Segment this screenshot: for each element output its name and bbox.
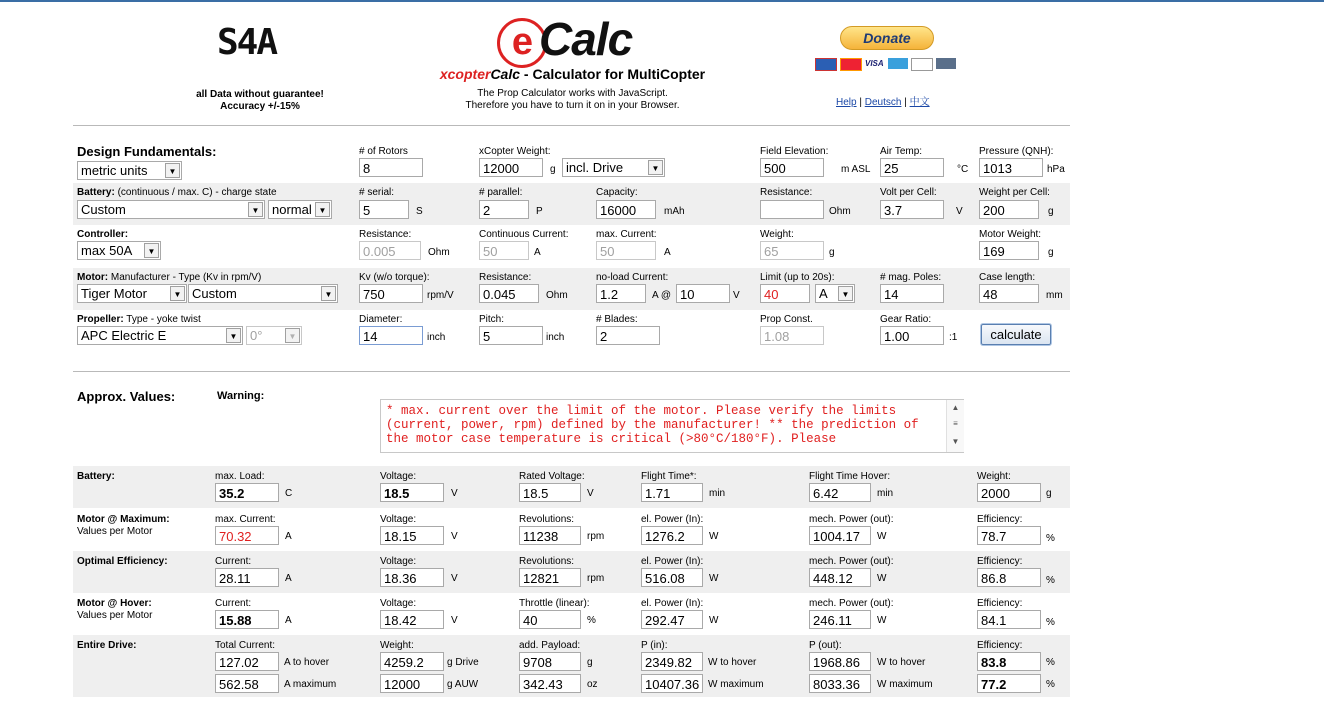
no-load-current-label: no-load Current: [596,272,669,283]
design-title: Design Fundamentals: [77,144,217,159]
yoke-twist-select[interactable] [246,326,302,345]
chevron-down-icon: ▼ [144,243,159,258]
volt-per-cell-input[interactable]: 3.7 [880,200,944,219]
motor-max-mech-power-value: 1004.17 [809,526,871,545]
max-load-label: max. Load: [215,471,265,482]
s4a-logo: S4A [217,22,277,63]
optimal-revolutions-unit: rpm [587,573,605,584]
p-in-hover-value: 2349.82 [641,652,703,671]
controller-weight-label: Weight: [760,229,794,240]
amex-icon [888,58,908,69]
optimal-revolutions-value: 12821 [519,568,581,587]
chevron-down-icon: ▼ [285,328,300,343]
hover-voltage-label: Voltage: [380,598,417,609]
optimal-mech-power-unit: W [877,573,887,584]
mag-poles-input[interactable]: 14 [880,284,944,303]
optimal-el-power-label: el. Power (In): [641,556,704,567]
battery-weight-unit: g [1046,488,1052,499]
rated-voltage-value: 18.5 [519,483,581,502]
battery-voltage-unit: V [451,488,458,499]
weight-unit: g [550,164,556,175]
no-load-voltage-input[interactable]: 10 [676,284,730,303]
warning-textarea[interactable] [380,399,964,453]
case-length-label: Case length: [979,272,1036,283]
pressure-unit: hPa [1047,164,1065,175]
ecalc-logo [497,12,632,68]
charge-state-value: normal [272,202,312,217]
battery-voltage-label: Voltage: [380,471,417,482]
weight-per-cell-label: Weight per Cell: [979,187,1050,198]
kv-input[interactable]: 750 [359,284,423,303]
kv-label: Kv (w/o torque): [359,272,430,283]
result-hover-row [73,593,1070,635]
window-top-border [0,0,1324,2]
visa-icon: VISA [865,59,884,68]
p-in-max-unit: W maximum [708,679,764,690]
p-out-max-unit: W maximum [877,679,933,690]
elevation-input[interactable]: 500 [760,158,824,177]
motor-weight-unit: g [1048,247,1054,258]
optimal-mech-power-label: mech. Power (out): [809,556,894,567]
payload-oz-value: 342.43 [519,674,581,693]
motor-resistance-input[interactable]: 0.045 [479,284,539,303]
controller-select[interactable] [77,241,161,260]
bank-icon [936,58,956,69]
drive-weight-value: 4259.2 [380,652,444,671]
optimal-current-unit: A [285,573,292,584]
optimal-voltage-value: 18.36 [380,568,444,587]
throttle-value: 40 [519,610,581,629]
result-drive-row [73,635,1070,697]
motor-max-label: Motor @ Maximum: [77,514,170,525]
units-select[interactable] [77,161,182,180]
propeller-type-select[interactable] [77,326,243,345]
motor-max-efficiency-label: Efficiency: [977,514,1023,525]
flight-time-hover-value: 6.42 [809,483,871,502]
drive-weight-unit: g Drive [447,657,479,668]
maestro-card-icon [815,58,837,71]
serial-input[interactable]: 5 [359,200,409,219]
volt-per-cell-unit: V [956,206,963,217]
payload-g-unit: g [587,657,593,668]
controller-resistance-label: Resistance: [359,229,412,240]
hover-current-label: Current: [215,598,252,609]
pitch-input[interactable]: 5 [479,326,543,345]
pressure-input[interactable]: 1013 [979,158,1043,177]
scroll-thumb-icon[interactable]: ≡ [953,419,958,428]
no-load-current-input[interactable]: 1.2 [596,284,646,303]
flight-time-value: 1.71 [641,483,703,502]
payload-g-value: 9708 [519,652,581,671]
ecalc-logo-text: Calc [539,13,633,65]
hover-efficiency-value: 84.1 [977,610,1041,629]
battery-weight-label: Weight: [977,471,1011,482]
parallel-unit: P [536,206,543,217]
max-load-value: 35.2 [215,483,279,502]
hover-current-unit: A [285,615,292,626]
gear-ratio-label: Gear Ratio: [880,314,932,325]
controller-row [73,225,1070,267]
optimal-voltage-unit: V [451,573,458,584]
motor-max-sublabel: Values per Motor [77,526,153,537]
motor-type-select[interactable] [188,284,338,303]
drive-label: Entire Drive: [77,640,137,651]
hover-voltage-unit: V [451,615,458,626]
header-links [836,93,930,108]
flight-time-hover-unit: min [877,488,894,499]
blades-input[interactable]: 2 [596,326,660,345]
payload-label: add. Payload: [519,640,581,651]
limit-unit-value: A [819,286,828,301]
motor-manufacturer-select[interactable] [77,284,187,303]
weight-per-cell-input[interactable]: 200 [979,200,1039,219]
total-current-hover-unit: A to hover [284,657,330,668]
battery-weight-value: 2000 [977,483,1041,502]
drive-efficiency-hover-unit: % [1046,657,1055,668]
approx-values-title: Approx. Values: [77,389,176,404]
motor-row [73,268,1070,310]
chevron-down-icon: ▼ [315,202,330,217]
motor-max-efficiency-value: 78.7 [977,526,1041,545]
gear-ratio-unit: :1 [949,332,958,343]
continuous-current-input[interactable]: 50 [479,241,529,260]
battery-type-select[interactable] [77,200,265,219]
motor-weight-input[interactable]: 169 [979,241,1039,260]
optimal-efficiency-label: Efficiency: [977,556,1023,567]
total-current-max-value: 562.58 [215,674,279,693]
battery-resistance-label: Resistance: [760,187,813,198]
battery-type-value: Custom [81,202,126,217]
p-in-hover-unit: W to hover [708,657,757,668]
hover-el-power-label: el. Power (In): [641,598,704,609]
limit-input[interactable]: 40 [760,284,810,303]
diameter-unit: inch [427,332,446,343]
weight-label: xCopter Weight: [479,146,551,157]
propeller-label [77,314,201,325]
total-current-max-unit: A maximum [284,679,337,690]
chevron-down-icon: ▼ [248,202,263,217]
hover-el-power-unit: W [709,615,719,626]
motor-max-el-power-value: 1276.2 [641,526,703,545]
title-xcopter: xcopter [439,66,491,82]
divider [73,125,1070,126]
weight-mode-select[interactable] [562,158,665,177]
controller-max-current-unit: A [664,247,671,258]
motor-max-voltage-unit: V [451,531,458,542]
limit-label: Limit (up to 20s): [760,272,835,283]
max-load-unit: C [285,488,293,499]
drive-efficiency-hover-value: 83.8 [977,652,1041,671]
js-note-line-1: The Prop Calculator works with JavaScript. [477,88,668,99]
motor-manufacturer-value: Tiger Motor [81,286,147,301]
diameter-input[interactable]: 14 [359,326,423,345]
optimal-current-label: Current: [215,556,252,567]
serial-unit: S [416,206,423,217]
payload-oz-unit: oz [587,679,598,690]
motor-weight-label: Motor Weight: [979,229,1042,240]
case-length-input[interactable]: 48 [979,284,1039,303]
charge-state-select[interactable] [268,200,332,219]
battery-label-rest: (continuous / max. C) - charge state [114,187,277,198]
controller-weight-input[interactable]: 65 [760,241,824,260]
calculate-button[interactable]: calculate [981,324,1051,345]
result-motor-max-row [73,509,1070,551]
scroll-up-icon[interactable]: ▲ [951,403,960,412]
optimal-revolutions-label: Revolutions: [519,556,575,567]
elevation-label: Field Elevation: [760,146,829,157]
optimal-voltage-label: Voltage: [380,556,417,567]
motor-max-voltage-value: 18.15 [380,526,444,545]
units-value: metric units [81,163,148,178]
parallel-input[interactable]: 2 [479,200,529,219]
prop-const-label: Prop Const. [760,314,813,325]
page-title [400,66,745,82]
rated-voltage-unit: V [587,488,594,499]
motor-max-revolutions-value: 11238 [519,526,581,545]
temp-label: Air Temp: [880,146,923,157]
design-row [73,140,1070,182]
optimal-efficiency-unit: % [1046,575,1055,586]
scroll-down-icon[interactable]: ▼ [951,437,960,446]
motor-type-value: Custom [192,286,237,301]
limit-unit-select[interactable] [815,284,855,303]
p-in-max-value: 10407.36 [641,674,703,693]
flight-time-label: Flight Time*: [641,471,697,482]
warning-scrollbar[interactable] [946,400,964,452]
motor-max-el-power-unit: W [709,531,719,542]
optimal-current-value: 28.11 [215,568,279,587]
controller-max-current-label: max. Current: [596,229,657,240]
motor-max-revolutions-label: Revolutions: [519,514,575,525]
elevation-unit: m ASL [841,164,871,175]
total-current-label: Total Current: [215,640,276,651]
optimal-label: Optimal Efficiency: [77,556,168,567]
weight-mode-value: incl. Drive [566,160,624,175]
optimal-efficiency-value: 86.8 [977,568,1041,587]
link-separator: | [859,97,862,108]
flight-time-hover-label: Flight Time Hover: [809,471,891,482]
parallel-label: # parallel: [479,187,523,198]
chevron-down-icon: ▼ [648,160,663,175]
propeller-type-value: APC Electric E [81,328,167,343]
controller-resistance-unit: Ohm [428,247,450,258]
chevron-down-icon: ▼ [170,286,185,301]
controller-label: Controller: [77,229,129,240]
total-current-hover-value: 127.02 [215,652,279,671]
hover-efficiency-label: Efficiency: [977,598,1023,609]
discover-icon [911,58,933,71]
optimal-mech-power-value: 448.12 [809,568,871,587]
mag-poles-label: # mag. Poles: [880,272,942,283]
temp-input[interactable]: 25 [880,158,944,177]
prop-const-input[interactable]: 1.08 [760,326,824,345]
battery-voltage-value: 18.5 [380,483,444,502]
temp-unit: °C [957,164,969,175]
title-rest: - Calculator for MultiCopter [520,66,706,82]
motor-label [77,272,261,283]
max-current-unit: A [285,531,292,542]
throttle-unit: % [587,615,596,626]
capacity-input[interactable]: 16000 [596,200,656,219]
link-separator: | [904,97,907,108]
disclaimer-line-2: Accuracy +/-15% [220,101,300,112]
controller-weight-unit: g [829,247,835,258]
controller-resistance-input[interactable]: 0.005 [359,241,421,260]
chinese-link[interactable]: 中文 [909,97,930,108]
motor-max-efficiency-unit: % [1046,533,1055,544]
hover-mech-power-label: mech. Power (out): [809,598,894,609]
battery-row [73,183,1070,225]
kv-unit: rpm/V [427,290,454,301]
continuous-current-label: Continuous Current: [479,229,569,240]
hover-sublabel: Values per Motor [77,610,153,621]
disclaimer [175,89,345,113]
max-current-value: 70.32 [215,526,279,545]
continuous-current-unit: A [534,247,541,258]
weight-input[interactable]: 12000 [479,158,543,177]
auw-weight-unit: g AUW [447,679,479,690]
help-link[interactable]: Help [836,97,857,108]
hover-efficiency-unit: % [1046,617,1055,628]
js-note-line-2: Therefore you have to turn it on in your Browser. [465,100,680,111]
motor-label-rest: Manufacturer - Type (Kv in rpm/V) [108,272,262,283]
chevron-down-icon: ▼ [226,328,241,343]
result-battery-row [73,466,1070,508]
hover-el-power-value: 292.47 [641,610,703,629]
motor-label-bold: Motor: [77,272,109,283]
drive-weight-label: Weight: [380,640,414,651]
weight-per-cell-unit: g [1048,206,1054,217]
capacity-label: Capacity: [596,187,638,198]
propeller-row [73,311,1070,353]
pitch-unit: inch [546,332,565,343]
mastercard-icon [840,58,862,71]
battery-resistance-input[interactable] [760,200,824,219]
throttle-label: Throttle (linear): [519,598,590,609]
ecalc-logo-e: e [497,18,547,68]
result-optimal-row [73,551,1070,593]
drive-efficiency-max-value: 77.2 [977,674,1041,693]
motor-resistance-unit: Ohm [546,290,568,301]
p-in-label: P (in): [641,640,668,651]
volt-per-cell-label: Volt per Cell: [880,187,937,198]
p-out-hover-value: 1968.86 [809,652,871,671]
motor-max-revolutions-unit: rpm [587,531,605,542]
motor-max-mech-power-unit: W [877,531,887,542]
payment-cards [815,58,959,76]
warning-text: * max. current over the limit of the motor. Please verify the limits (current, power, rpm) defined by the manufacturer! ** the prediction of the motor case temperature is critical (>80°C/180°F). Please [386,404,919,446]
propeller-label-rest: Type - yoke twist [123,314,201,325]
case-length-unit: mm [1046,290,1063,301]
deutsch-link[interactable]: Deutsch [864,97,902,108]
divider [73,371,1070,372]
diameter-label: Diameter: [359,314,403,325]
drive-efficiency-max-unit: % [1046,679,1055,690]
hover-label: Motor @ Hover: [77,598,152,609]
p-out-hover-unit: W to hover [877,657,926,668]
javascript-note [420,88,725,112]
rotors-label: # of Rotors [359,146,408,157]
motor-max-mech-power-label: mech. Power (out): [809,514,894,525]
disclaimer-line-1: all Data without guarantee! [196,89,324,100]
title-calc: Calc [490,66,521,82]
optimal-el-power-value: 516.08 [641,568,703,587]
chevron-down-icon: ▼ [165,163,180,178]
battery-label-bold: Battery: [77,187,115,198]
drive-efficiency-label: Efficiency: [977,640,1023,651]
controller-value: max 50A [81,243,133,258]
optimal-el-power-unit: W [709,573,719,584]
gear-ratio-input[interactable]: 1.00 [880,326,944,345]
max-current-label: max. Current: [215,514,276,525]
p-out-max-value: 8033.36 [809,674,871,693]
auw-weight-value: 12000 [380,674,444,693]
serial-label: # serial: [359,187,395,198]
yoke-twist-value: 0° [250,328,263,343]
pitch-label: Pitch: [479,314,505,325]
capacity-unit: mAh [664,206,685,217]
chevron-down-icon: ▼ [321,286,336,301]
motor-max-el-power-label: el. Power (In): [641,514,704,525]
battery-resistance-unit: Ohm [829,206,851,217]
warning-label: Warning: [217,390,265,402]
rotors-input[interactable]: 8 [359,158,423,177]
donate-button[interactable]: Donate [840,26,934,50]
hover-mech-power-unit: W [877,615,887,626]
no-load-voltage-unit: V [733,290,740,301]
rated-voltage-label: Rated Voltage: [519,471,585,482]
controller-max-current-input[interactable]: 50 [596,241,656,260]
flight-time-unit: min [709,488,726,499]
blades-label: # Blades: [596,314,638,325]
hover-voltage-value: 18.42 [380,610,444,629]
motor-resistance-label: Resistance: [479,272,532,283]
propeller-label-bold: Propeller: [77,314,124,325]
battery-label [77,187,277,198]
hover-current-value: 15.88 [215,610,279,629]
motor-max-voltage-label: Voltage: [380,514,417,525]
p-out-label: P (out): [809,640,842,651]
result-battery-label: Battery: [77,471,115,482]
hover-mech-power-value: 246.11 [809,610,871,629]
pressure-label: Pressure (QNH): [979,146,1054,157]
no-load-current-unit: A @ [652,290,672,301]
chevron-down-icon: ▼ [838,286,853,301]
